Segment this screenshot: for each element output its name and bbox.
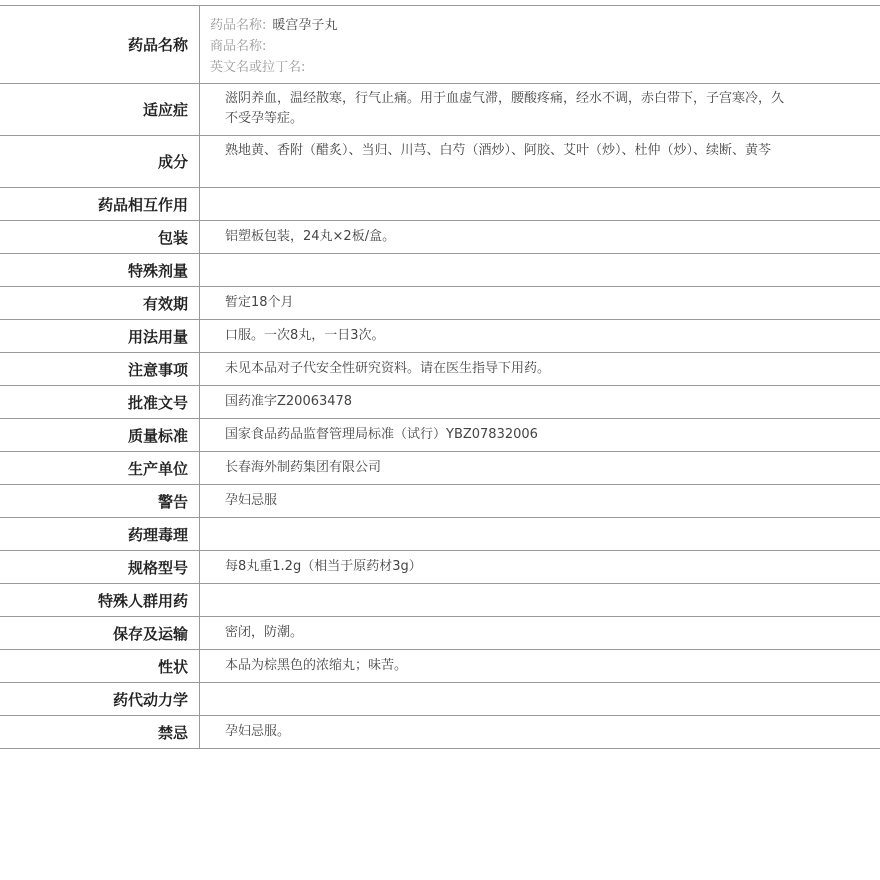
- shelf-life-row: [0, 287, 880, 320]
- row-label: 生产单位: [0, 452, 200, 484]
- row-value: [200, 254, 880, 286]
- row-value: 长春海外制药集团有限公司: [225, 460, 382, 475]
- packaging-row: [0, 221, 880, 254]
- row-value: 暂定18个月: [225, 295, 294, 310]
- contraindications-row: [0, 716, 880, 749]
- english-name-line: [210, 57, 790, 78]
- row-value: 熟地黄、香附（醋炙）、当归、川芎、白芍（酒炒）、阿胶、艾叶（炒）、杜仲（炒）、续断、黄芩: [225, 143, 772, 158]
- row-label: 药理毒理: [0, 518, 200, 550]
- row-label: 特殊剂量: [0, 254, 200, 286]
- precautions-row: [0, 353, 880, 386]
- row-label: 药代动力学: [0, 683, 200, 715]
- row-value: [200, 6, 880, 83]
- row-label: 规格型号: [0, 551, 200, 583]
- row-value: [200, 518, 880, 550]
- row-value: 口服。一次8丸，一日3次。: [225, 328, 385, 343]
- manufacturer-row: [0, 452, 880, 485]
- drug-names-row: [0, 6, 880, 84]
- usage-dosage-row: [0, 320, 880, 353]
- approval-number-row: [0, 386, 880, 419]
- storage-transport-row: [0, 617, 880, 650]
- row-value: 未见本品对子代安全性研究资料。请在医生指导下用药。: [225, 361, 551, 376]
- row-label: 质量标准: [0, 419, 200, 451]
- row-value: 密闭，防潮。: [225, 625, 304, 640]
- row-value: 国家食品药品监督管理局标准（试行）YBZ07832006: [225, 427, 538, 442]
- row-value: 每8丸重1.2g（相当于原药材3g）: [225, 559, 422, 574]
- description-row: [0, 650, 880, 683]
- indications-row: [0, 84, 880, 136]
- row-label: 成分: [0, 136, 200, 187]
- row-label: 包装: [0, 221, 200, 253]
- specification-row: [0, 551, 880, 584]
- row-label: 有效期: [0, 287, 200, 319]
- row-value: 本品为棕黑色的浓缩丸；味苦。: [225, 658, 408, 673]
- row-label: 警告: [0, 485, 200, 517]
- row-value: 孕妇忌服: [225, 493, 278, 508]
- trade-name-key: 商品名称:: [210, 39, 267, 54]
- pharmacology-toxicology-row: [0, 518, 880, 551]
- row-label: 批准文号: [0, 386, 200, 418]
- special-dosage-row: [0, 254, 880, 287]
- row-label: 注意事项: [0, 353, 200, 385]
- warning-row: [0, 485, 880, 518]
- row-value: [200, 683, 880, 715]
- generic-name-line: [210, 15, 790, 36]
- ingredients-row: [0, 136, 880, 188]
- special-populations-row: [0, 584, 880, 617]
- row-label: 保存及运输: [0, 617, 200, 649]
- trade-name-line: [210, 36, 790, 57]
- row-value: 滋阴养血，温经散寒，行气止痛。用于血虚气滞，腰酸疼痛，经水不调，赤白带下，子宫寒冷，久不受孕等症。: [225, 91, 785, 126]
- row-label: 用法用量: [0, 320, 200, 352]
- row-label: 禁忌: [0, 716, 200, 748]
- quality-standard-row: [0, 419, 880, 452]
- interactions-row: [0, 188, 880, 221]
- generic-name-key: 药品名称:: [210, 18, 267, 33]
- row-value: 国药准字Z20063478: [225, 394, 353, 409]
- row-value: 铝塑板包装，24丸×2板/盒。: [225, 229, 396, 244]
- row-label: 性状: [0, 650, 200, 682]
- english-name-key: 英文名或拉丁名:: [210, 60, 306, 75]
- row-value: [200, 188, 880, 220]
- row-label: 药品名称: [0, 6, 200, 83]
- generic-name-value: 暖宫孕子丸: [272, 18, 338, 33]
- row-label: 药品相互作用: [0, 188, 200, 220]
- row-value: [200, 584, 880, 616]
- row-label: 适应症: [0, 84, 200, 135]
- pharmacokinetics-row: [0, 683, 880, 716]
- row-value: 孕妇忌服。: [225, 724, 291, 739]
- row-label: 特殊人群用药: [0, 584, 200, 616]
- drug-info-table: [0, 5, 880, 749]
